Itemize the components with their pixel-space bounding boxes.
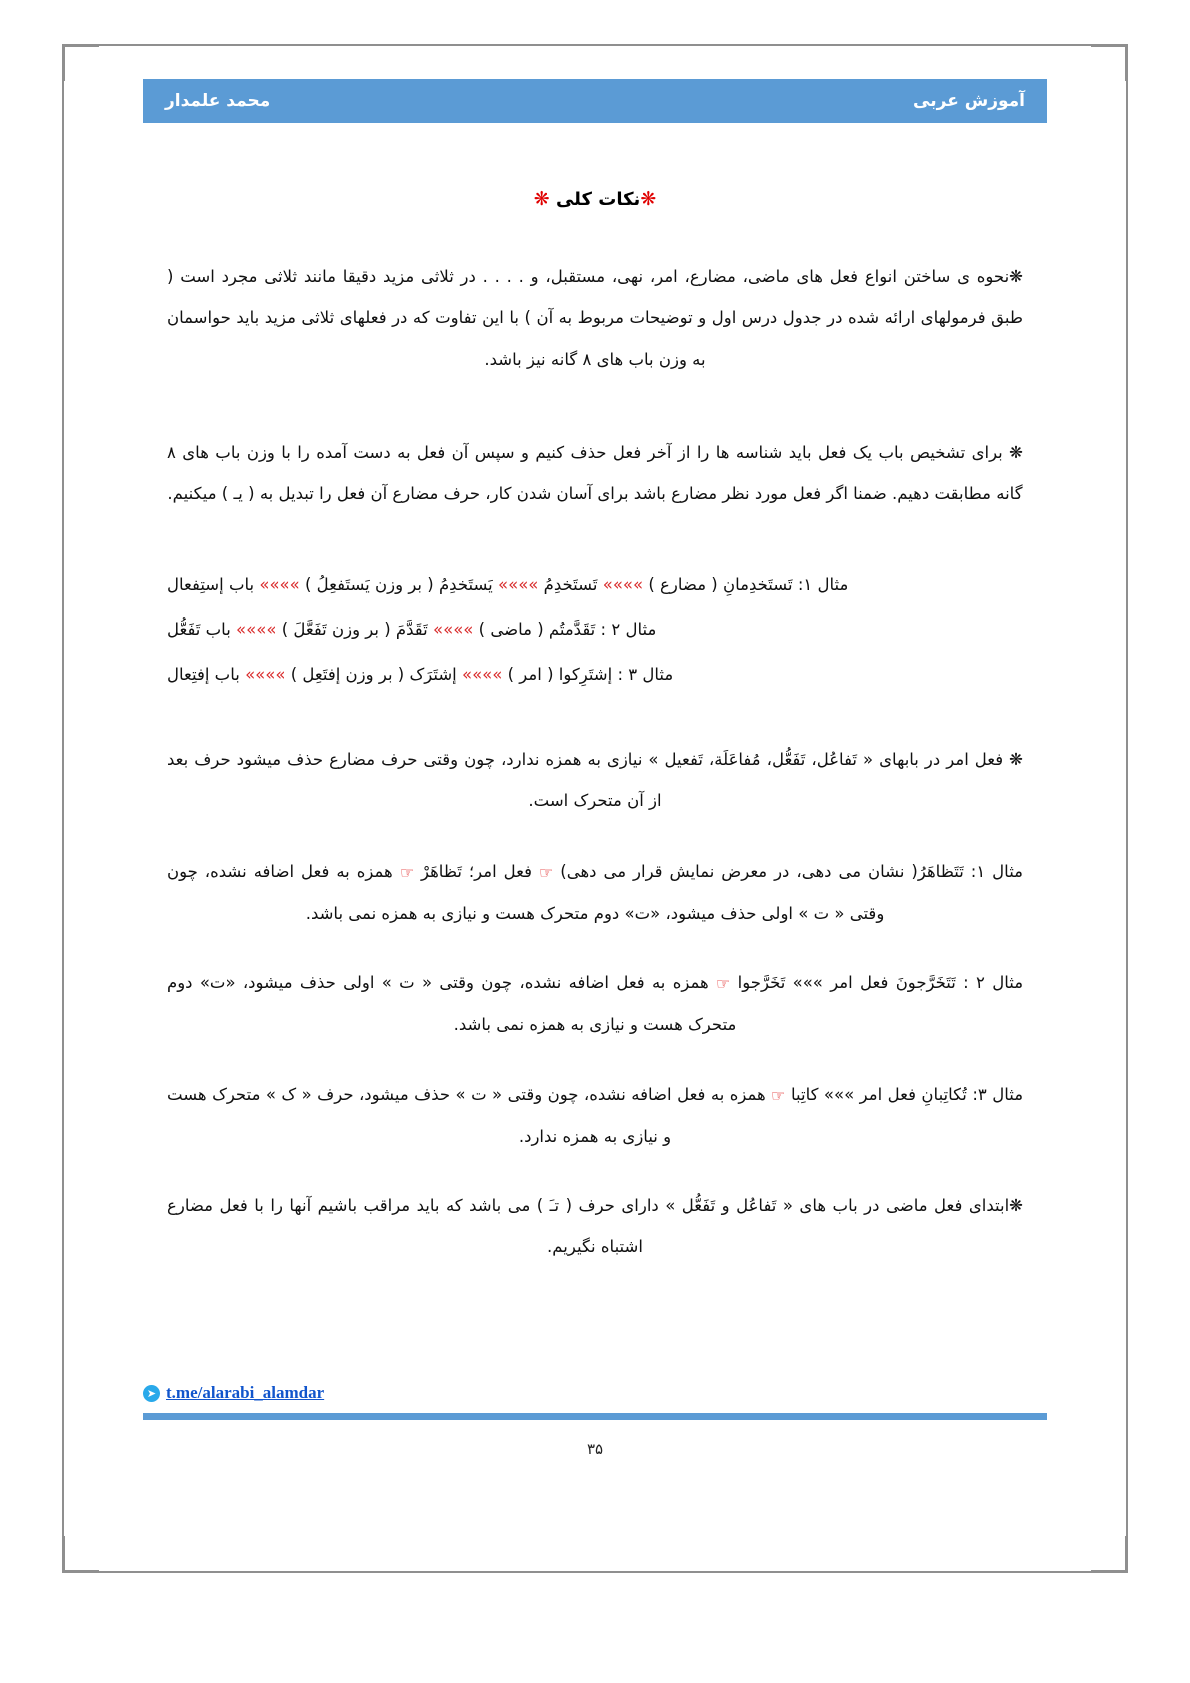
example-result: باب إستِفعال <box>167 575 255 595</box>
pointing-hand-icon: ☜ <box>716 974 731 994</box>
telegram-link[interactable]: t.me/alarabi_alamdar <box>166 1383 325 1402</box>
example-verb: تَستَخدِمانِ ( مضارع ) <box>648 575 793 595</box>
example-middle: تَستَخدِمُ <box>543 575 598 595</box>
arrow-icon: »»»» <box>236 620 277 640</box>
hand-example-label: مثال ۳: <box>972 1084 1024 1104</box>
page-title-text: نکات کلی <box>555 189 641 210</box>
page-border-bottom <box>96 1571 1094 1573</box>
hand-example-text-a: تَتَخَرَّجونَ <box>895 973 956 993</box>
paragraph-past-tense-prefix: ❋ابتدای فعل ماضی در باب های « تَفاعُل و تَفَعُّل » دارای حرف ( تـَ ) می باشد که باید مراقب باشیم آنها را با فعل مضارع اشتباه نگیریم. <box>167 1195 1023 1257</box>
pointing-hand-icon: ☜ <box>538 863 554 883</box>
paragraph-imperative-no-hamza: ❋ فعل امر در بابهای « تَفاعُل، تَفَعُّل، مُفاعَلَة، تَفعیل » نیازی به همزه ندارد، چون وقتی حرف مضارع حذف میشود حرف بعد از آن متحرک است. <box>167 749 1023 810</box>
pointing-hand-icon: ☜ <box>399 863 415 883</box>
page-border-right <box>1126 78 1128 1539</box>
header-title: آموزش عربی <box>913 91 1025 111</box>
hand-example-text-b: فعل امر؛ تَظاهَرْ <box>421 862 532 882</box>
hand-example-text-a: تُکاتِبانِ <box>921 1084 967 1104</box>
paragraph-general-rule: ❋نحوه ی ساختن انواع فعل های ماضی، مضارع، امر، نهی، مستقبل، و . . . . در ثلاثی مزید دقیقا مانند ثلاثی مجرد است ( طبق فرمولهای ارائه شده در جدول درس اول و توضیحات مربوط به آن ) با این تفاوت که در فعلهای ثلاثی مزید باید حواسمان به وزن باب های ۸ گانه نیز باشد. <box>167 267 1023 369</box>
example-result: باب إفتِعال <box>167 664 240 684</box>
asterisk-right-icon: ❋ <box>533 188 550 210</box>
example-verb: إشتَرِکوا ( امر ) <box>507 664 613 684</box>
arrow-icon: »»»» <box>433 620 474 640</box>
example-middle-2: یَستَخدِمُ ( بر وزن یَستَفعِلُ ) <box>305 575 493 595</box>
hand-example-text-b: فعل امر »»» کاتِبا <box>791 1084 916 1104</box>
example-row <box>167 656 1023 695</box>
pointing-hand-icon: ☜ <box>771 1085 786 1105</box>
example-middle: إشتَرَک ( بر وزن إفتَعِل ) <box>290 664 457 684</box>
example-row <box>167 566 1023 605</box>
document-content <box>143 150 1047 1297</box>
example-middle: تَقَدَّمَ ( بر وزن تَفَعَّلَ ) <box>281 620 428 640</box>
arrow-icon: »»»» <box>461 664 503 684</box>
hand-example-text-a: تَتَظاهَرُ( نشان می دهی، در معرض نمایش قرار می دهی) <box>560 862 964 882</box>
page-border-left <box>62 78 64 1539</box>
asterisk-left-icon: ❋ <box>640 188 657 210</box>
example-row <box>167 611 1023 650</box>
examples-list <box>143 566 1047 694</box>
footer-bar <box>143 1413 1047 1420</box>
arrow-icon: »»»» <box>602 575 644 595</box>
crop-mark-bottom-right <box>1091 1536 1128 1573</box>
hand-example-row <box>143 1074 1047 1157</box>
crop-mark-top-left <box>62 44 99 81</box>
hand-example-label: مثال ۲ : <box>963 973 1024 993</box>
hand-example-row <box>143 851 1047 934</box>
footer-link-row[interactable] <box>143 1383 1047 1403</box>
hand-example-text-c: همزه به فعل اضافه نشده، چون وقتی « ت » اولی حذف میشود، «ت» دوم متحرک هست و نیازی به همزه نمی باشد. <box>167 973 737 1035</box>
header-author: محمد علمدار <box>165 91 271 111</box>
hand-example-label: مثال ۱: <box>970 862 1024 882</box>
telegram-icon: ➤ <box>143 1385 160 1402</box>
hand-example-row <box>143 962 1047 1045</box>
example-label: مثال ۱: <box>797 575 849 595</box>
arrow-icon: »»»» <box>498 575 539 595</box>
hand-example-text-c: همزه به فعل اضافه نشده، چون وقتی « ت » اولی حذف میشود، «ت» دوم متحرک هست و نیازی به همزه نمی باشد. <box>167 862 885 924</box>
arrow-icon: »»»» <box>259 575 300 595</box>
paragraph-identify-bab: ❋ برای تشخیص باب یک فعل باید شناسه ها را از آخر فعل حذف کنیم و سپس آن فعل به دست آمده را با وزن باب های ۸ گانه مطابقت دهیم. ضمنا اگر فعل مورد نظر مضارع باشد برای آسان شدن کار، حرف مضارع آن فعل را تبدیل به ( یـ ) میکنیم. <box>167 442 1023 503</box>
document-header <box>143 79 1047 123</box>
example-label: مثال ۲ : <box>600 620 657 640</box>
hand-example-text-c: همزه به فعل اضافه نشده، چون وقتی « ت » حذف میشود، حرف « ک » متحرک هست و نیازی به همزه ندارد. <box>167 1084 766 1146</box>
example-verb: تَقَدَّمتُم ( ماضی ) <box>478 620 596 640</box>
page-border-top <box>96 44 1094 46</box>
example-result: باب تَفَعُّل <box>167 620 231 640</box>
page-number: ۳۵ <box>586 1440 604 1458</box>
arrow-icon: »»»» <box>245 664 286 684</box>
crop-mark-top-right <box>1091 44 1128 81</box>
example-label: مثال ۳ : <box>617 664 674 684</box>
page-title <box>143 188 1047 210</box>
crop-mark-bottom-left <box>62 1536 99 1573</box>
hand-example-text-b: فعل امر »»» تَخَرَّجوا <box>737 973 889 993</box>
